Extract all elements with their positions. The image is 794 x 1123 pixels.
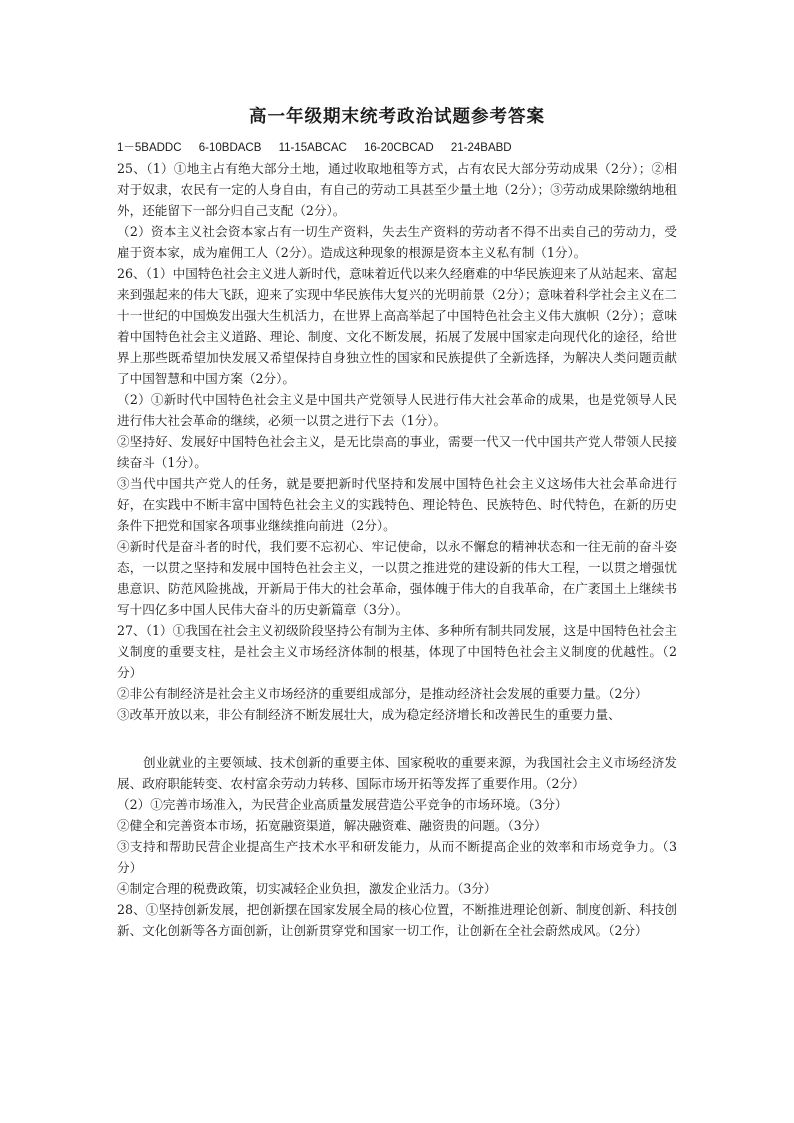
paragraph: ②健全和完善资本市场，拓宽融资渠道，解决融资难、融资贵的问题。（3分） — [117, 818, 547, 833]
paragraph: 创业就业的主要领域、技术创新的重要主体、国家税收的重要来源，为我国社会主义市场经济发展、政府职能转变、农村富余劳动力转移、国际市场开拓等发挥了重要作用。（2分） — [117, 755, 677, 791]
document-page — [117, 100, 677, 941]
paragraph: （2）①新时代中国特色社会主义是中国共产党领导人民进行伟大社会革命的成果，也是党领导人民进行伟大社会革命的继续，必须一以贯之进行下去（1分）。 — [117, 392, 677, 428]
paragraph: ④新时代是奋斗者的时代，我们要不忘初心、牢记使命，以永不懈怠的精神状态和一往无前的奋斗姿态，一以贯之坚持和发展中国特色社会主义，一以贯之推进党的建设新的伟大工程，一以贯之增强忧患意识、防范风险挑战，开新局于伟大的社会革命，强体魄于伟大的自我革命，在广袤国土上继续书写十四亿多中国人民伟大奋斗的历史新篇章（3分）。 — [117, 539, 677, 617]
page-break-gap — [117, 725, 677, 752]
paragraph: 25、（1）①地主占有绝大部分土地，通过收取地租等方式，占有农民大部分劳动成果（2分）；②相对于奴隶，农民有一定的人身自由，有自己的劳动工具甚至少量土地（2分）；③劳动成果除缴纳地租外，还能留下一部分归自己支配（2分）。 — [117, 161, 677, 218]
paragraph: 28、①坚持创新发展，把创新摆在国家发展全局的核心位置，不断推进理论创新、制度创新、科技创新、文化创新等各方面创新，让创新贯穿党和国家一切工作，让创新在全社会蔚然成风。（2分） — [117, 902, 677, 938]
document-title: 高一年级期末统考政治试题参考答案 — [249, 107, 545, 127]
paragraph: ③当代中国共产党人的任务，就是要把新时代坚持和发展中国特色社会主义这场伟大社会革命进行好，在实践中不断丰富中国特色社会主义的实践特色、理论特色、民族特色、时代特色，在新的历史条件下把党和国家各项事业继续推向前进（2分）。 — [117, 476, 677, 533]
paragraph: 27、（1）①我国在社会主义初级阶段坚持公有制为主体、多种所有制共同发展，这是中国特色社会主义制度的重要支柱，是社会主义市场经济体制的根基，体现了中国特色社会主义制度的优越性。（2分） — [117, 623, 677, 680]
paragraph: ④制定合理的税费政策，切实减轻企业负担，激发企业活力。（3分） — [117, 881, 497, 896]
answer-group-2: 6-10BDACB — [198, 142, 262, 154]
multiple-choice-answers — [117, 140, 677, 156]
paragraph: 26、（1）中国特色社会主义进人新时代，意味着近代以来久经磨难的中华民族迎来了从站起来、富起来到强起来的伟大飞跃，迎来了实现中华民族伟大复兴的光明前景（2分）；意味着科学社会主义在二十一世纪的中国焕发出强大生机活力，在世界上高高举起了中国特色社会主义伟大旗帜（2分）；意味着中国特色社会主义道路、理论、制度、文化不断发展，拓展了发展中国家走向现代化的途径，给世界上那些既希望加快发展又希望保持自身独立性的国家和民族提供了全新选择，为解决人类问题贡献了中国智慧和中国方案（2分）。 — [117, 266, 677, 386]
paragraph: （2）①完善市场准入，为民营企业高质量发展营造公平竞争的市场环境。（3分） — [117, 797, 568, 812]
paragraph: ②坚持好、发展好中国特色社会主义，是无比崇高的事业，需要一代又一代中国共产党人带领人民接续奋斗（1分）。 — [117, 434, 677, 470]
paragraph: ③支持和帮助民营企业提高生产技术水平和研发能力，从而不断提高企业的效率和市场竞争力。（3分） — [117, 839, 677, 875]
answer-group-5: 21-24BABD — [450, 142, 512, 154]
answer-group-4: 16-20CBCAD — [364, 142, 434, 154]
answer-group-3: 11-15ABCAC — [278, 142, 347, 154]
paragraph: ②非公有制经济是社会主义市场经济的重要组成部分，是推动经济社会发展的重要力量。（2分） — [117, 686, 648, 701]
paragraph: ③改革开放以来，非公有制经济不断发展壮大，成为稳定经济增长和改善民生的重要力量、 — [117, 707, 621, 722]
answer-group-1: 1－5BADDC — [117, 142, 182, 154]
paragraph: （2）资本主义社会资本家占有一切生产资料，失去生产资料的劳动者不得不出卖自己的劳动力，受雇于资本家，成为雇佣工人（2分）。造成这种现象的根源是资本主义私有制（1分）。 — [117, 224, 677, 260]
